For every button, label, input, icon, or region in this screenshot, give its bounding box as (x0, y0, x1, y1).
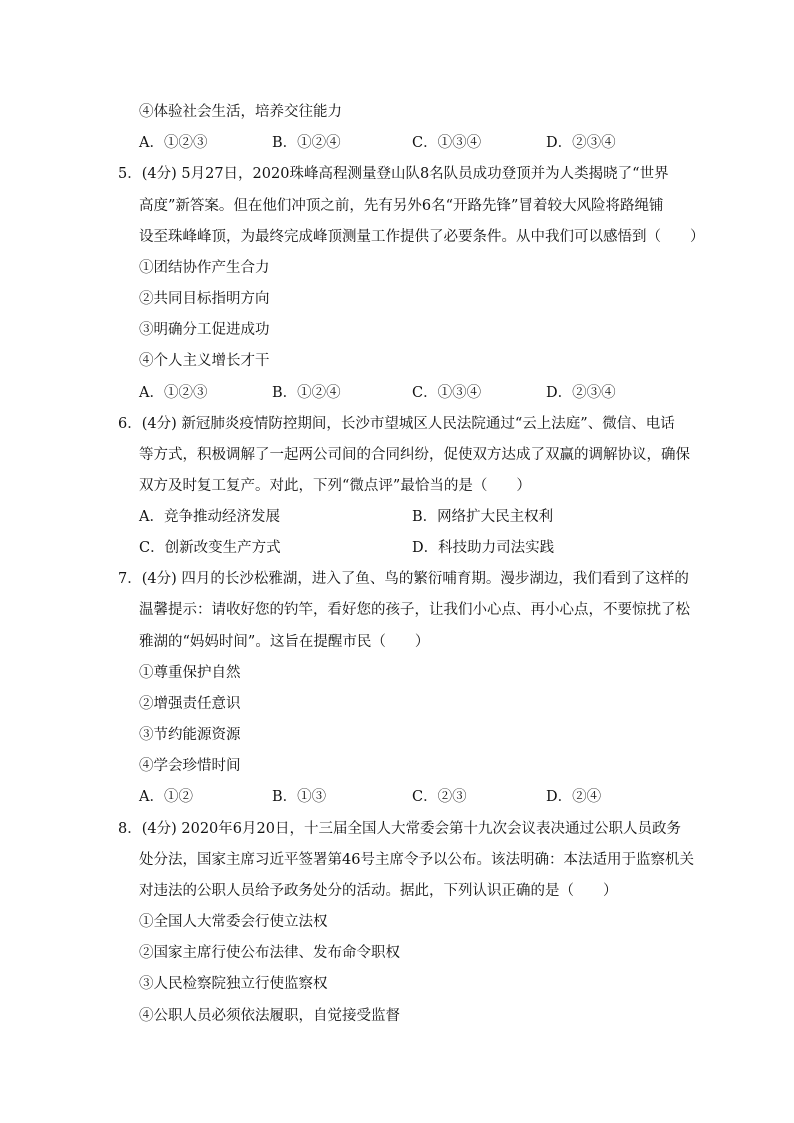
q5-option-a: A．①②③ (139, 385, 208, 401)
q5-stem-line-1: 5．(4分) 5月27日，2020珠峰高程测量登山队8名队员成功登顶并为人类揭晓了“世界 (118, 166, 669, 182)
q6-stem-line-2: 等方式，积极调解了一起两公司间的合同纠纷，促使双方达成了双赢的调解协议，确保 (139, 447, 690, 463)
q6-stem-line-3: 双方及时复工复产。对此，下列“微点评”最恰当的是（ ） (139, 478, 531, 494)
q7-item-4: ④学会珍惜时间 (139, 758, 241, 774)
q6-option-b: B．网络扩大民主权利 (412, 509, 554, 525)
q8-stem-line-2: 处分法，国家主席习近平签署第46号主席令予以公布。该法明确：本法适用于监察机关 (139, 852, 694, 868)
q7-item-1: ①尊重保护自然 (139, 665, 241, 681)
q7-option-a: A．①② (139, 789, 193, 805)
q5-item-3: ③明确分工促进成功 (139, 322, 270, 338)
q8-item-2: ②国家主席行使公布法律、发布命令职权 (139, 945, 400, 961)
q7-item-3: ③节约能源资源 (139, 727, 241, 743)
q4-option-c: C．①③④ (412, 135, 482, 151)
q7-option-c: C．②③ (412, 789, 467, 805)
q8-item-3: ③人民检察院独立行使监察权 (139, 976, 328, 992)
q8-item-1: ①全国人大常委会行使立法权 (139, 914, 328, 930)
q5-stem-line-3: 设至珠峰峰顶，为最终完成峰顶测量工作提供了必要条件。从中我们可以感悟到（ ） (139, 229, 705, 245)
q7-stem-line-3: 雅湖的“妈妈时间”。这旨在提醒市民（ ） (139, 634, 430, 650)
q4-option-a: A．①②③ (139, 135, 208, 151)
q5-option-d: D．②③④ (546, 385, 616, 401)
q7-option-d: D．②④ (546, 789, 602, 805)
q6-option-c: C．创新改变生产方式 (139, 540, 281, 556)
q7-item-2: ②增强责任意识 (139, 696, 241, 712)
q7-stem-line-2: 温馨提示：请收好您的钓竿，看好您的孩子，让我们小心点、再小心点，不要惊扰了松 (139, 602, 690, 618)
q7-option-b: B．①③ (272, 789, 327, 805)
q5-item-2: ②共同目标指明方向 (139, 291, 270, 307)
q5-stem-line-2: 高度”新答案。但在他们冲顶之前，先有另外6名“开路先锋”冒着较大风险将路绳铺 (139, 198, 664, 214)
q4-option-b: B．①②④ (272, 135, 341, 151)
q6-stem-line-1: 6．(4分) 新冠肺炎疫情防控期间，长沙市望城区人民法院通过“云上法庭”、微信、电话 (118, 416, 675, 432)
q5-item-4: ④个人主义增长才干 (139, 353, 270, 369)
q4-option-d: D．②③④ (546, 135, 616, 151)
q6-option-d: D．科技助力司法实践 (412, 540, 555, 556)
q8-item-4: ④公职人员必须依法履职，自觉接受监督 (139, 1008, 400, 1024)
q7-stem-line-1: 7．(4分) 四月的长沙松雅湖，进入了鱼、鸟的繁衍哺育期。漫步湖边，我们看到了这样的 (118, 571, 689, 587)
q8-stem-line-1: 8．(4分) 2020年6月20日，十三届全国人大常委会第十九次会议表决通过公职人员政务 (118, 821, 681, 837)
q5-option-b: B．①②④ (272, 385, 341, 401)
q8-stem-line-3: 对违法的公职人员给予政务处分的活动。据此，下列认识正确的是（ ） (139, 883, 618, 899)
q5-item-1: ①团结协作产生合力 (139, 260, 270, 276)
q4-item-4: ④体验社会生活，培养交往能力 (139, 104, 342, 120)
q6-option-a: A．竞争推动经济发展 (139, 509, 280, 525)
q5-option-c: C．①③④ (412, 385, 482, 401)
